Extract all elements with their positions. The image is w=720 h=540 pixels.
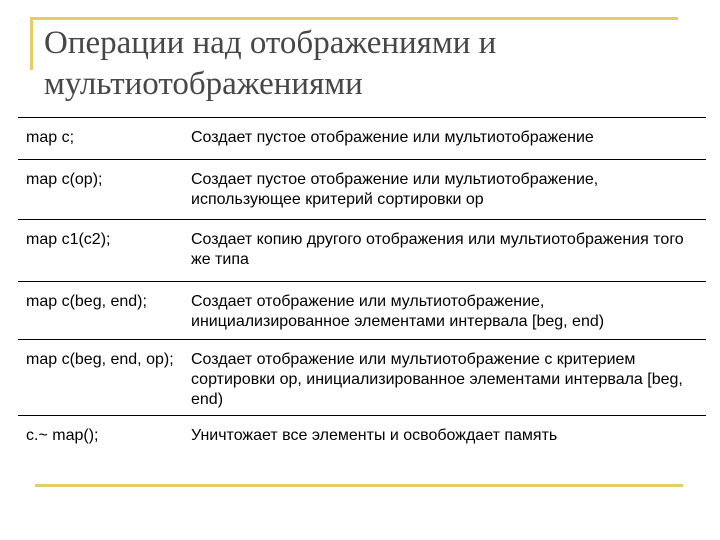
table-row [18, 282, 706, 340]
top-decorative-rule [30, 17, 678, 20]
left-decorative-rule [30, 17, 33, 70]
operation-description: Уничтожает все элементы и освобождает память [191, 427, 558, 444]
table-row [18, 416, 706, 458]
operation-signature: map c(beg, end); [26, 293, 147, 310]
bottom-decorative-rule [35, 484, 683, 487]
slide-title: Операции над отображениями и мультиотображениями [44, 25, 497, 102]
operation-description: Создает пустое отображение или мультиотображение [191, 129, 594, 146]
table-row [18, 118, 706, 160]
table-row [18, 220, 706, 282]
operation-signature: c.~ map(); [26, 427, 99, 444]
operation-description: Создает копию другого отображения или мультиотображения того же типа [191, 231, 684, 268]
operations-table [18, 117, 706, 458]
operation-signature: map c(beg, end, op); [26, 351, 174, 368]
operation-description: Создает пустое отображение или мультиотображение, использующее критерий сортировки op [191, 171, 599, 208]
operation-signature: map c(op); [26, 171, 103, 188]
operation-description: Создает отображение или мультиотображение, инициализированное элементами интервала [beg, end) [191, 293, 605, 330]
operation-signature: map c; [26, 129, 75, 146]
table-row [18, 160, 706, 220]
table-row [18, 340, 706, 416]
operation-signature: map c1(c2); [26, 231, 111, 248]
operation-description: Создает отображение или мультиотображение с критерием сортировки op, инициализированное элементами интервала [beg, end) [191, 351, 683, 408]
